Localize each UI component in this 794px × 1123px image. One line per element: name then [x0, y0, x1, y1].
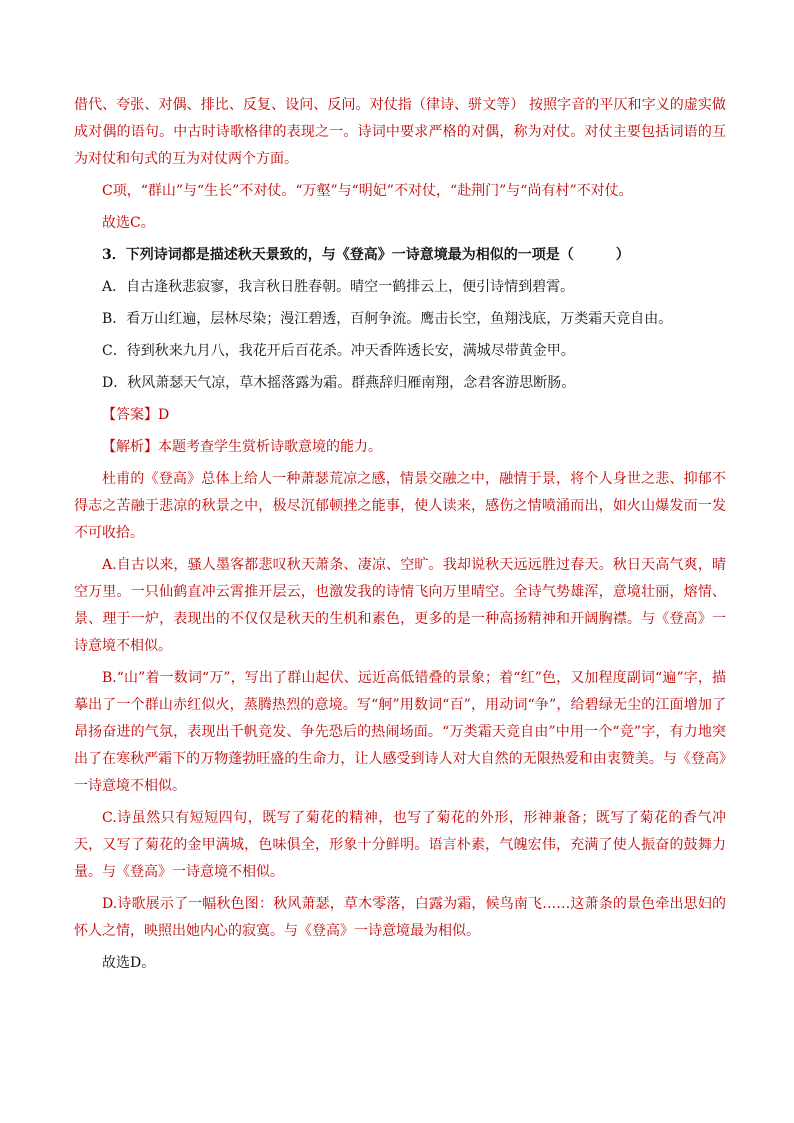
question-3-option-c: C．待到秋来九月八，我花开后百花杀。冲天香阵透长安，满城尽带黄金甲。 [102, 343, 575, 359]
question-3-option-b: B．看万山红遍，层林尽染；漫江碧透，百舸争流。鹰击长空，鱼翔浅底，万类霜天竞自由。 [102, 311, 673, 327]
analysis-label: 【解析】本题考查学生赏析诗歌意境的能力。 [102, 439, 382, 455]
analysis-option-c-poem: C.诗虽然只有短短四句，既写了菊花的精神，也写了菊花的外形，形神兼备；既写了菊花的香气冲天，又写了菊花的金甲满城，色味俱全，形象十分鲜明。语言朴素，气魄宏伟，充满了使人振奋的鼓舞力量。与《登高》一诗意境不相似。 [74, 810, 726, 880]
document-body [74, 92, 726, 977]
analysis-option-a: A.自古以来，骚人墨客都悲叹秋天萧条、凄凉、空旷。我却说秋天远远胜过春天。秋日天高气爽，晴空万里。一只仙鹤直冲云霄推开层云，也激发我的诗情飞向万里晴空。全诗气势雄浑，意境壮丽，熔情、景、理于一炉，表现出的不仅仅是秋天的生机和素色，更多的是一种高扬精神和开阔胸襟。与《登高》一诗意境不相似。 [74, 557, 726, 654]
question-3-option-a: A．自古逢秋悲寂寥，我言秋日胜春朝。晴空一鹤排云上，便引诗情到碧霄。 [102, 279, 575, 295]
question-3-option-d: D．秋风萧瑟天气凉，草木摇落露为霜。群燕辞归雁南翔，念君客游思断肠。 [102, 375, 576, 391]
analysis-option-c: C项，“群山”与“生长”不对仗。“万壑”与“明妃”不对仗，“赴荆门”与“尚有村”不对仗。 [102, 183, 633, 199]
analysis-option-d: D.诗歌展示了一幅秋色图：秋风萧瑟，草木零落，白露为霜，候鸟南飞……这萧条的景色牵出思妇的怀人之情，映照出她内心的寂寞。与《登高》一诗意境最为相似。 [74, 896, 726, 939]
answer-label: 【答案】D [102, 407, 170, 423]
analysis-overview: 杜甫的《登高》总体上给人一种萧瑟荒凉之感，情景交融之中，融情于景，将个人身世之悲、抑郁不得志之苦融于悲凉的秋景之中，极尽沉郁顿挫之能事，使人读来，感伤之情喷涌而出，如火山爆发而一发不可收拾。 [74, 471, 726, 541]
question-3-stem: 3．下列诗词都是描述秋天景致的，与《登高》一诗意境最为相似的一项是（ ） [102, 247, 630, 263]
answer-conclusion: 故选C。 [102, 215, 155, 231]
analysis-option-b: B.“山”着一数词“万”，写出了群山起伏、远近高低错叠的景象；着“红”色，又加程度副词“遍”字，描摹出了一个群山赤红似火，蒸腾热烈的意境。写“舸”用数词“百”，用动词“争”，给碧绿无尘的江面增加了昂扬奋进的气氛，表现出千帆竞发、争先恐后的热闹场面。“万类霜天竞自由”中用一个“竞”字，有力地突出了在寒秋严霜下的万物蓬勃旺盛的生命力，让人感受到诗人对大自然的无限热爱和由衷赞美。与《登高》一诗意境不相似。 [74, 670, 726, 794]
analysis-continuation: 借代、夸张、对偶、排比、反复、设问、反问。对仗指（律诗、骈文等） 按照字音的平仄和字义的虚实做成对偶的语句。中古时诗歌格律的表现之一。诗词中要求严格的对偶，称为对仗。对仗主要包括词语的互为对仗和句式的互为对仗两个方面。 [74, 97, 726, 167]
final-answer: 故选D。 [102, 955, 156, 971]
